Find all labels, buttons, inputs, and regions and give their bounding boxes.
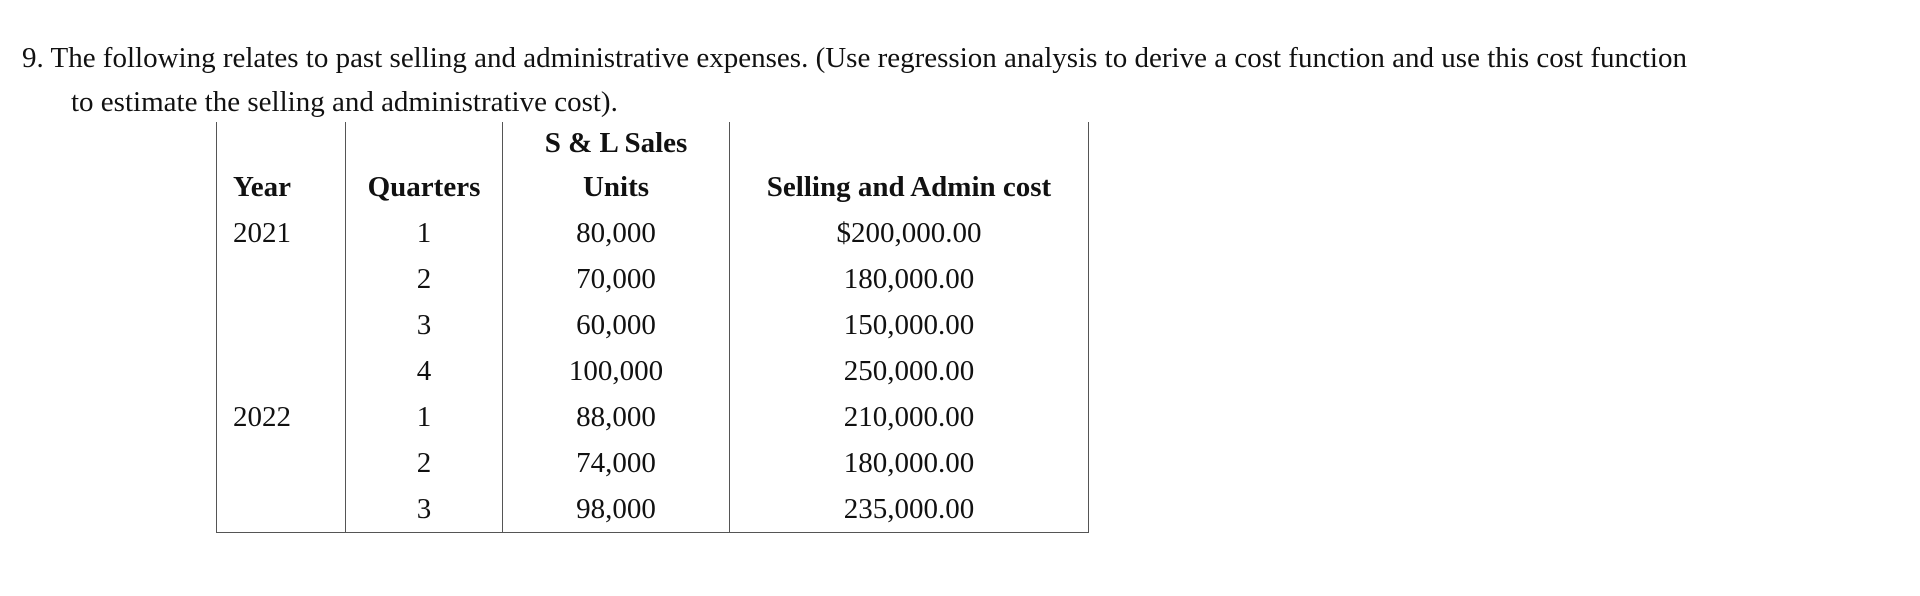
cell-units: 60,000 [503,302,730,348]
cell-units: 98,000 [503,486,730,533]
header-top-year [217,122,346,164]
cell-units: 70,000 [503,256,730,302]
question-line-1: 9. The following relates to past selling and administrative expenses. (Use regression analysis to derive a cost function and use this cost function [22,42,1687,74]
header-top-quarters [346,122,503,164]
cell-quarter: 2 [346,440,503,486]
cell-units: 88,000 [503,394,730,440]
table-row [217,256,1089,302]
table-row [217,440,1089,486]
header-units: Units [503,164,730,210]
cell-quarter: 3 [346,302,503,348]
header-row [217,164,1089,210]
header-year: Year [217,164,346,210]
cell-year: 2022 [217,394,346,440]
cell-year [217,256,346,302]
cell-cost: 210,000.00 [730,394,1089,440]
cell-cost: 150,000.00 [730,302,1089,348]
table-row [217,302,1089,348]
question-text [22,36,1902,124]
cell-units: 74,000 [503,440,730,486]
cell-quarter: 1 [346,210,503,256]
table-row [217,394,1089,440]
cell-quarter: 1 [346,394,503,440]
cell-cost: 235,000.00 [730,486,1089,533]
cell-year [217,348,346,394]
table-row [217,210,1089,256]
table-row [217,486,1089,533]
cell-cost: 250,000.00 [730,348,1089,394]
cell-cost: 180,000.00 [730,256,1089,302]
cell-year: 2021 [217,210,346,256]
cell-quarter: 2 [346,256,503,302]
cell-year [217,302,346,348]
cell-units: 80,000 [503,210,730,256]
cell-quarter: 4 [346,348,503,394]
cell-cost: $200,000.00 [730,210,1089,256]
header-quarters: Quarters [346,164,503,210]
table-body [217,210,1089,533]
cell-year [217,486,346,533]
header-cost: Selling and Admin cost [730,164,1089,210]
table-header [217,122,1089,210]
question-line-2: to estimate the selling and administrative cost). [71,86,618,118]
table-row [217,348,1089,394]
cell-quarter: 3 [346,486,503,533]
header-top-units: S & L Sales [503,122,730,164]
cell-year [217,440,346,486]
header-top-cost [730,122,1089,164]
header-row-top [217,122,1089,164]
cell-units: 100,000 [503,348,730,394]
expense-table [216,122,1089,533]
cell-cost: 180,000.00 [730,440,1089,486]
